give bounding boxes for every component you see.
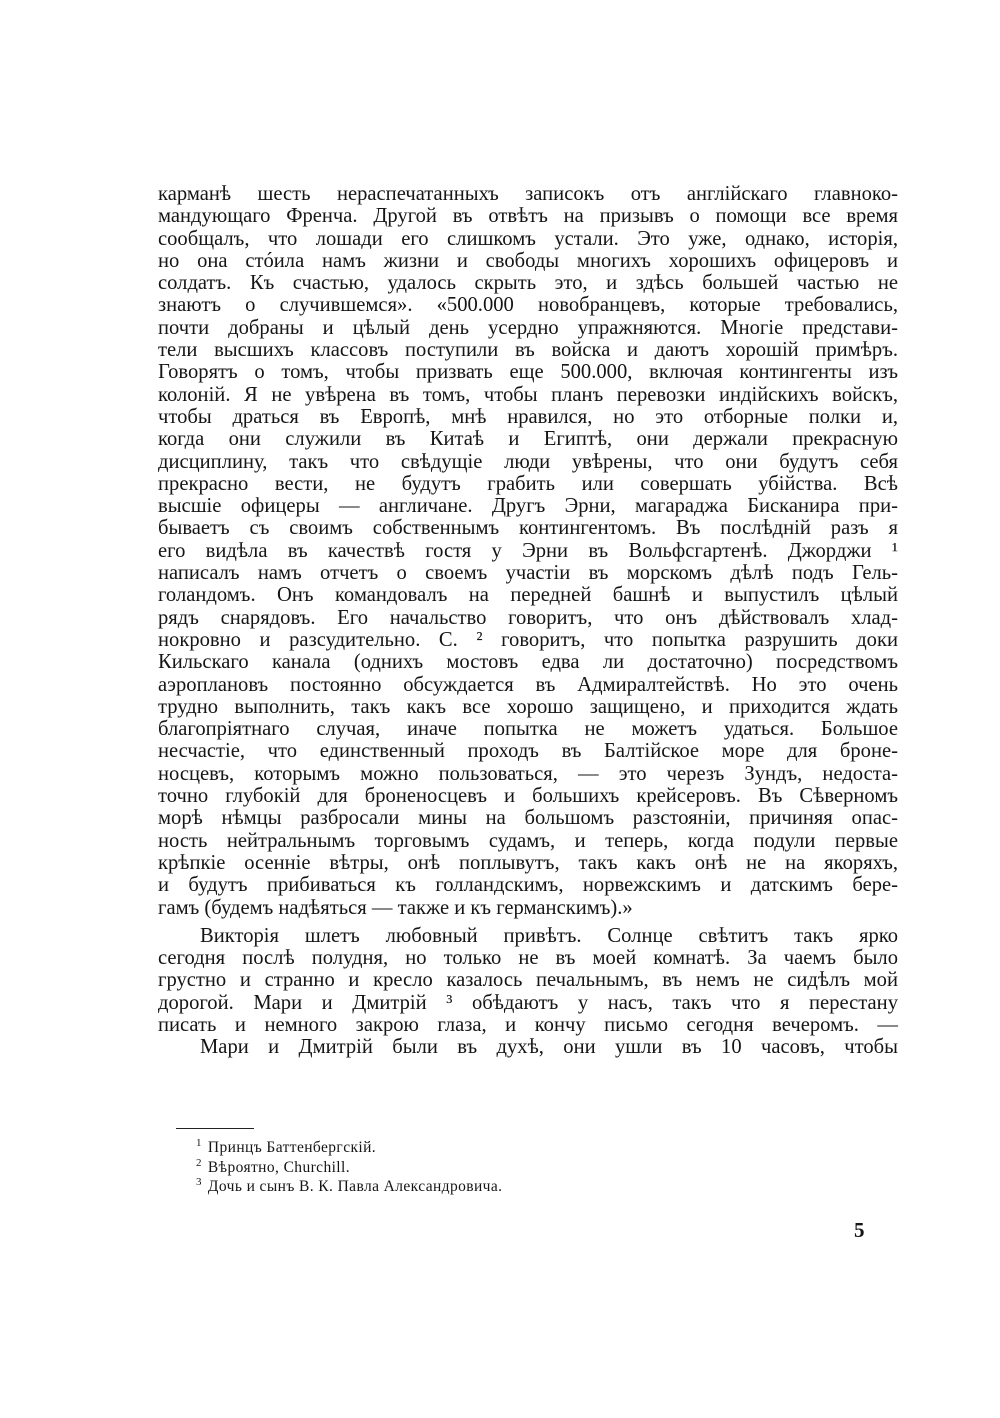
text-line: мандующаго Френча. Другой въ отвѣтъ на призывъ о помощи все время <box>158 205 898 228</box>
text-line: благопріятнаго случая, иначе попытка не можетъ удаться. Большое <box>158 718 898 741</box>
text-line: крѣпкіе осенніе вѣтры, онѣ поплывутъ, такъ какъ онѣ не на якоряхъ, <box>158 851 898 874</box>
text-line: и будутъ прибиваться къ голландскимъ, норвежскимъ и датскимъ бере- <box>158 874 898 897</box>
footnote-text: Принцъ Баттенбергскій. <box>207 1139 377 1157</box>
text-line: бываетъ съ своимъ собственнымъ контингентомъ. Въ послѣдній разъ я <box>158 517 898 540</box>
text-line: несчастіе, что единственный проходъ въ Балтійское море для броне- <box>158 740 898 763</box>
text-line: Мари и Дмитрій были въ духѣ, они ушли въ 10 часовъ, чтобы <box>200 1036 898 1059</box>
text-line: грустно и странно и кресло казалось печальнымъ, въ немъ не сидѣлъ мой <box>158 969 898 992</box>
page-number: 5 <box>854 1218 865 1242</box>
footnote-2 <box>196 1154 756 1174</box>
text-line: сообщалъ, что лошади его слишкомъ устали. Это уже, однако, исторія, <box>158 227 898 250</box>
footnote-text: Дочь и сынъ В. К. Павла Александровича. <box>207 1178 503 1196</box>
text-line: тели высшихъ классовъ поступили въ войска и даютъ хорошій примѣръ. <box>158 339 898 362</box>
text-line: знаютъ о случившемся». «500.000 новобранцевъ, которые требовались, <box>158 294 898 317</box>
text-line: Викторія шлетъ любовный привѣтъ. Солнце свѣтитъ такъ ярко <box>200 924 898 947</box>
text-line: точно глубокій для броненосцевъ и большихъ крейсеровъ. Въ Сѣверномъ <box>158 785 898 808</box>
footnote-3 <box>196 1173 756 1196</box>
text-line: Говорятъ о томъ, чтобы призвать еще 500.000, включая контингенты изъ <box>158 361 898 384</box>
footnote-mark: 2 <box>196 1156 202 1169</box>
text-line: почти добраны и цѣлый день усердно упражняются. Многіе представи- <box>158 316 898 339</box>
text-line: голандомъ. Онъ командовалъ на передней башнѣ и выпустилъ цѣлый <box>158 584 898 607</box>
paragraph-1 <box>158 183 898 919</box>
text-line: Кильскаго канала (однихъ мостовъ едва ли достаточно) посредствомъ <box>158 651 898 674</box>
text-line: но она стóила намъ жизни и свободы многихъ хорошихъ офицеровъ и <box>158 249 898 272</box>
text-line: аэроплановъ постоянно обсуждается въ Адмиралтействѣ. Но это очень <box>158 673 898 696</box>
text-line: чтобы драться въ Европѣ, мнѣ нравился, но это отборные полки и, <box>158 405 898 428</box>
text-line: трудно выполнить, такъ какъ все хорошо защищено, и приходится ждать <box>158 695 898 718</box>
text-line: написалъ намъ отчетъ о своемъ участіи въ морскомъ дѣлѣ подъ Гель- <box>158 562 898 585</box>
text-line: ность нейтральнымъ торговымъ судамъ, и теперь, когда подули первые <box>158 829 898 852</box>
footnote-1 <box>196 1134 756 1157</box>
text-line: дисциплину, такъ что свѣдущіе люди увѣрены, что они будутъ себя <box>158 450 898 473</box>
footnote-mark: 1 <box>196 1137 202 1149</box>
text-line: гамъ (будемъ надѣяться — также и къ германскимъ).» <box>158 896 633 919</box>
paragraph-2 <box>158 925 898 1036</box>
text-line: высшіе офицеры — англичане. Другъ Эрни, магараджа Бисканира при- <box>158 495 898 518</box>
text-line: когда они служили въ Китаѣ и Египтѣ, они держали прекрасную <box>158 428 898 451</box>
text-line: карманѣ шесть нераспечатанныхъ записокъ отъ англійскаго главноко- <box>158 183 898 205</box>
text-line: рядъ снарядовъ. Его начальство говоритъ, что онъ дѣйствовалъ хлад- <box>158 606 898 629</box>
footnotes <box>196 1134 756 1196</box>
text-line: солдатъ. Къ счастью, удалось скрыть это, и здѣсь большей частью не <box>158 272 898 295</box>
text-line: дорогой. Мари и Дмитрій ³ обѣдаютъ у насъ, такъ что я перестану <box>158 991 898 1014</box>
text-line: сегодня послѣ полудня, но только не въ моей комнатѣ. За чаемъ было <box>158 947 898 970</box>
text-line: его видѣла въ качествѣ гостя у Эрни въ Вольфсгартенѣ. Джорджи ¹ <box>158 539 898 562</box>
text-line: морѣ нѣмцы разбросали мины на большомъ разстояніи, причиняя опас- <box>158 807 898 830</box>
paragraph-3 <box>158 1036 898 1058</box>
footnote-divider <box>176 1128 254 1129</box>
text-line: прекрасно вести, не будутъ грабить или совершать убійства. Всѣ <box>158 472 898 495</box>
footnote-mark: 3 <box>196 1176 202 1188</box>
footnote-text: Вѣроятно, Churchill. <box>207 1158 350 1176</box>
text-line: писать и немного закрою глаза, и кончу письмо сегодня вечеромъ. — <box>158 1013 898 1036</box>
body-text <box>158 183 898 1059</box>
text-line: колоній. Я не увѣрена въ томъ, чтобы планъ перевозки индійскихъ войскъ, <box>158 383 898 406</box>
text-line: носцевъ, которымъ можно пользоваться, — это черезъ Зундъ, недоста- <box>158 762 898 785</box>
text-line: нокровно и разсудительно. С. ² говоритъ, что попытка разрушить доки <box>158 628 898 651</box>
